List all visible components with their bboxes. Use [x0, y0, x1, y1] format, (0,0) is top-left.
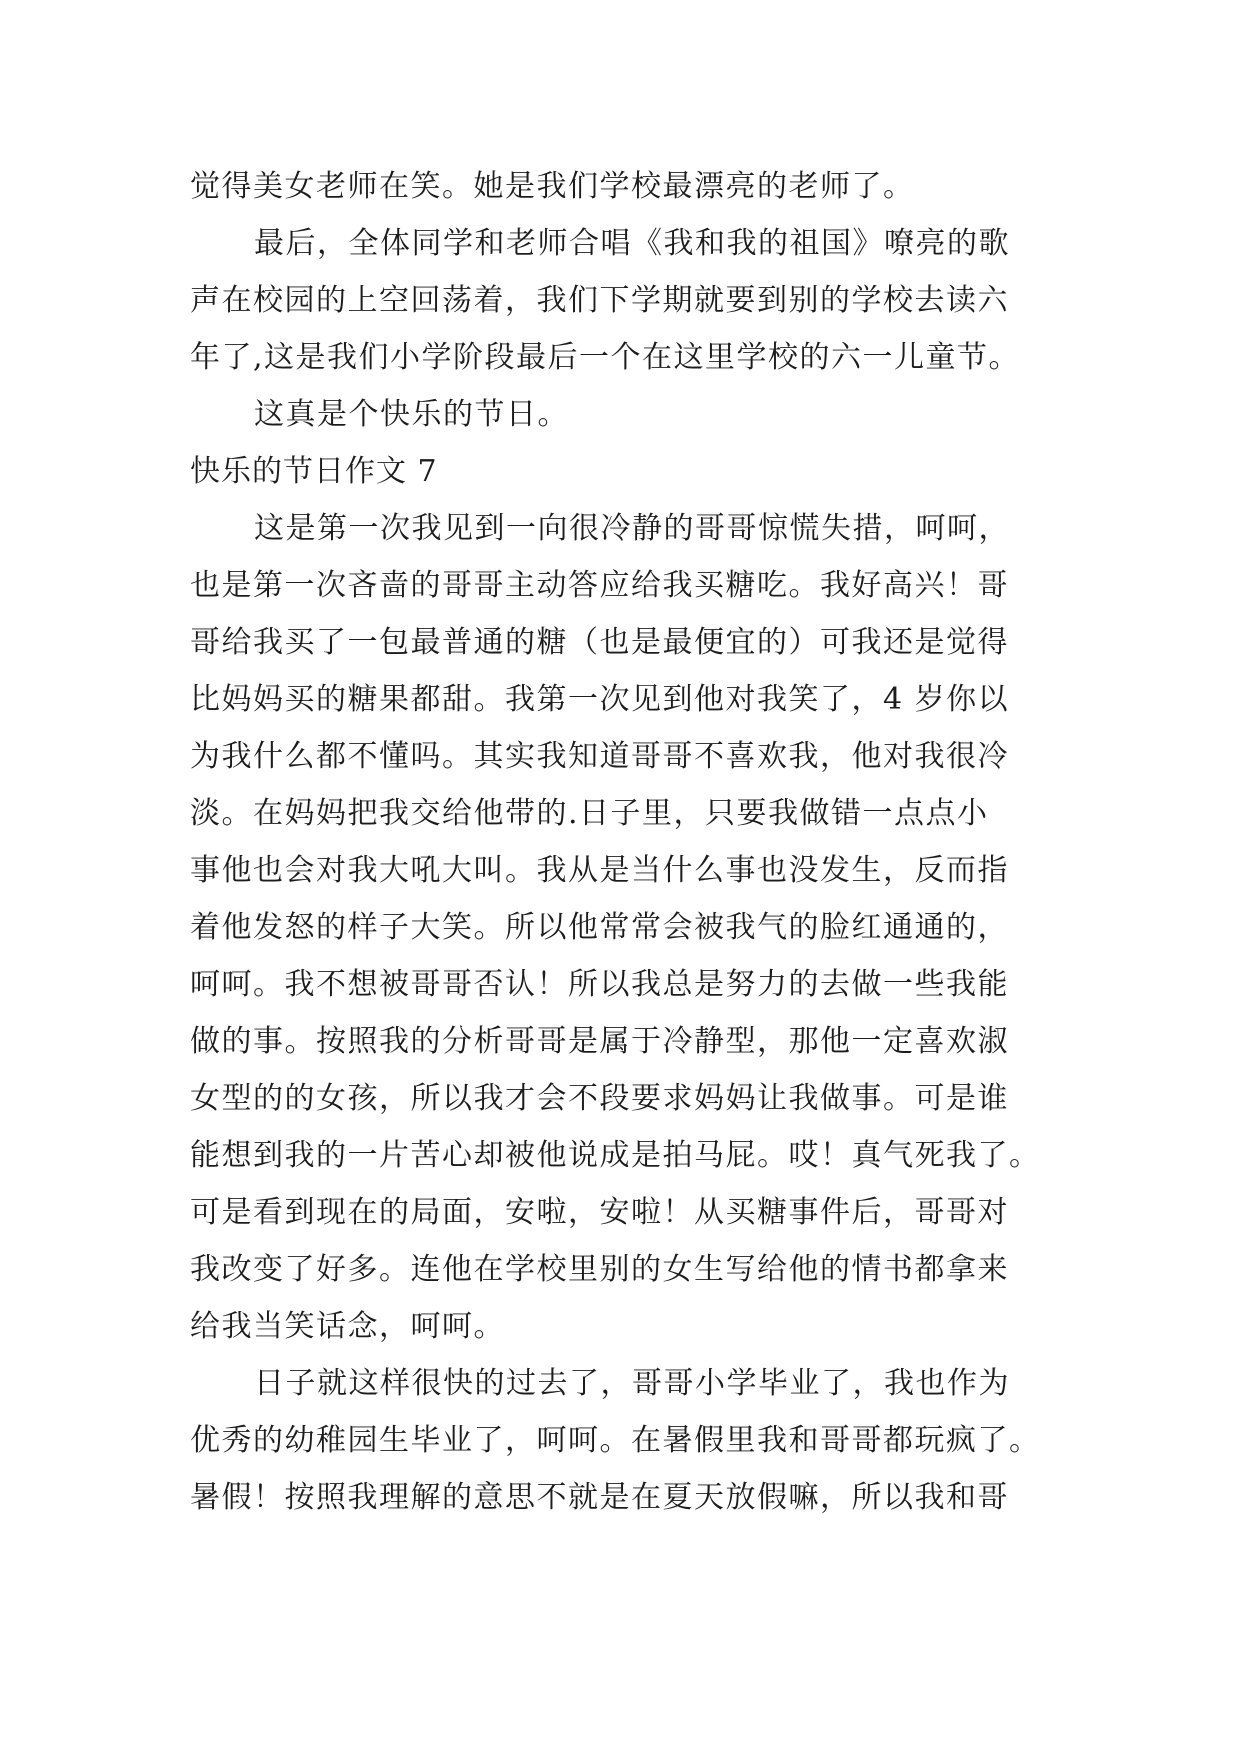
text-line: 觉得美女老师在笑。她是我们学校最漂亮的老师了。: [190, 169, 915, 204]
text-line: 能想到我的一片苦心却被他说成是拍马屁。哎！真气死我了。: [190, 1138, 1041, 1173]
text-line: 比妈妈买的糖果都甜。我第一次见到他对我笑了，4 岁你以: [190, 682, 1010, 717]
text-line: 呵呵。我不想被哥哥否认！所以我总是努力的去做一些我能: [190, 967, 1009, 1002]
paragraph-start: 最后，全体同学和老师合唱《我和我的祖国》嘹亮的歌: [254, 226, 1010, 261]
paragraph-start: 这真是个快乐的节日。: [254, 397, 569, 432]
text-line: 淡。在妈妈把我交给他带的.日子里，只要我做错一点点小: [190, 796, 989, 831]
text-line: 女型的的女孩，所以我才会不段要求妈妈让我做事。可是谁: [190, 1081, 1009, 1116]
text-line: 暑假！按照我理解的意思不就是在夏天放假嘛，所以我和哥: [190, 1480, 1009, 1515]
section-heading: 快乐的节日作文 7: [190, 454, 438, 489]
text-line: 为我什么都不懂吗。其实我知道哥哥不喜欢我，他对我很冷: [190, 739, 1009, 774]
text-line: 做的事。按照我的分析哥哥是属于冷静型，那他一定喜欢淑: [190, 1024, 1009, 1059]
paragraph-start: 这是第一次我见到一向很冷静的哥哥惊慌失措，呵呵，: [254, 511, 1010, 546]
document-body: [190, 158, 1065, 1526]
text-line: 哥给我买了一包最普通的糖（也是最便宜的）可我还是觉得: [190, 625, 1009, 660]
text-line: 给我当笑话念，呵呵。: [190, 1309, 505, 1344]
text-line: 可是看到现在的局面，安啦，安啦！从买糖事件后，哥哥对: [190, 1195, 1009, 1230]
paragraph-start: 日子就这样很快的过去了，哥哥小学毕业了，我也作为: [254, 1366, 1010, 1401]
text-line: 优秀的幼稚园生毕业了，呵呵。在暑假里我和哥哥都玩疯了。: [190, 1423, 1041, 1458]
text-line: 年了,这是我们小学阶段最后一个在这里学校的六一儿童节。: [190, 340, 1021, 375]
text-line: 我改变了好多。连他在学校里别的女生写给他的情书都拿来: [190, 1252, 1009, 1287]
text-line: 事他也会对我大吼大叫。我从是当什么事也没发生，反而指: [190, 853, 1009, 888]
text-line: 也是第一次吝啬的哥哥主动答应给我买糖吃。我好高兴！哥: [190, 568, 1009, 603]
text-line: 着他发怒的样子大笑。所以他常常会被我气的脸红通通的，: [190, 910, 1009, 945]
text-line: 声在校园的上空回荡着，我们下学期就要到别的学校去读六: [190, 283, 1009, 318]
